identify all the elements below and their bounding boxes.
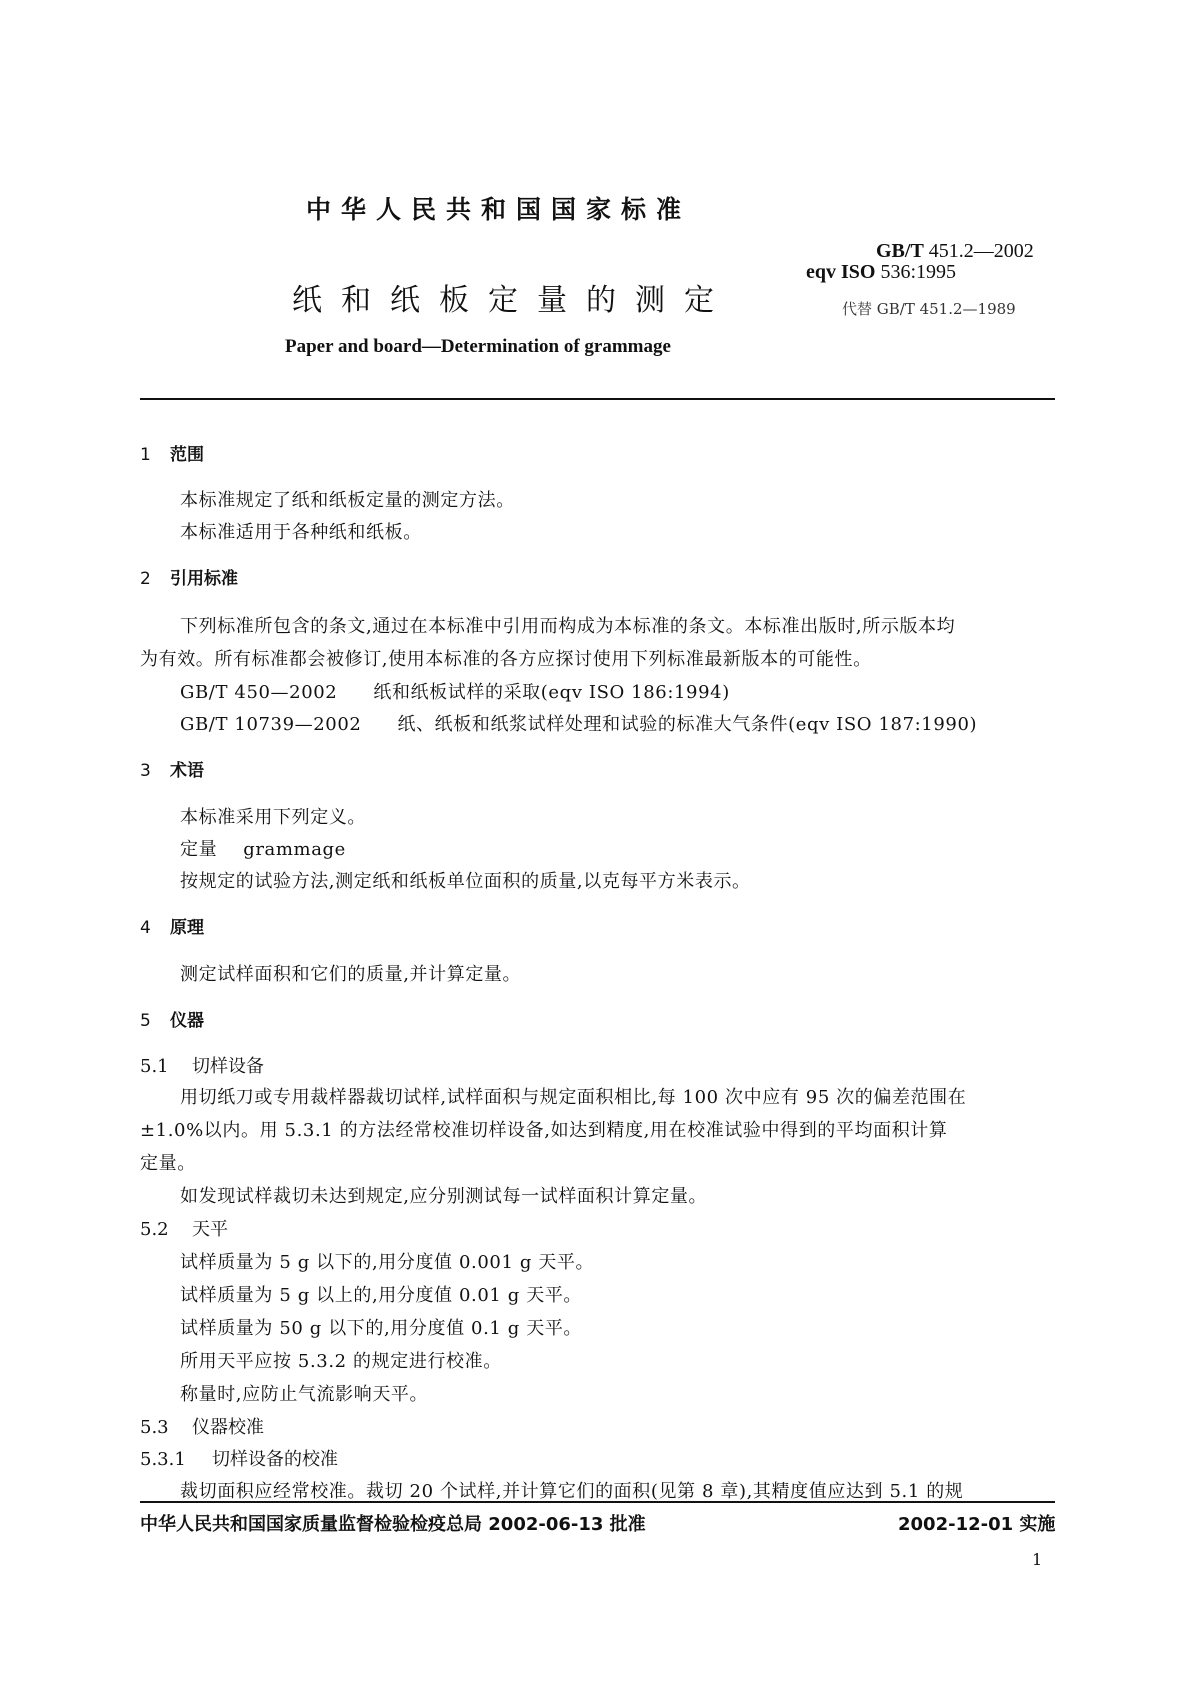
section-title: 术语 [170, 761, 204, 781]
paragraph: 本标准采用下列定义。 [180, 807, 366, 828]
eqv-prefix: eqv ISO [806, 261, 876, 283]
subsection-number: 5.1 [140, 1056, 169, 1077]
paragraph-line: ±1.0%以内。用 5.3.1 的方法经常校准切样设备,如达到精度,用在校准试验中得到的平均面积计算 [140, 1120, 948, 1141]
reference-code: GB/T 10739—2002 [180, 714, 362, 735]
paragraph: 本标准适用于各种纸和纸板。 [180, 522, 422, 543]
standard-code-prefix: GB/T [876, 240, 924, 262]
section-5-heading [140, 1006, 204, 1031]
section-title: 仪器 [170, 1011, 204, 1031]
section-1-heading [140, 440, 204, 465]
reference-code: GB/T 450—2002 [180, 682, 338, 703]
reference-2 [180, 710, 977, 736]
national-standard-heading: 中华人民共和国国家标准 [306, 195, 692, 224]
subsection-number: 5.3 [140, 1417, 169, 1438]
paragraph-line: 用切纸刀或专用裁样器裁切试样,试样面积与规定面积相比,每 100 次中应有 95 次的偏差范围在 [180, 1087, 967, 1108]
subsection-5-3-heading [140, 1413, 264, 1439]
subsection-title: 切样设备的校准 [212, 1449, 338, 1470]
paragraph-line: 裁切面积应经常校准。裁切 20 个试样,并计算它们的面积(见第 8 章),其精度值应达到 5.1 的规 [180, 1481, 964, 1502]
paragraph: 如发现试样裁切未达到规定,应分别测试每一试样面积计算定量。 [180, 1186, 708, 1207]
section-title: 引用标准 [170, 569, 238, 589]
subsection-5-2-heading [140, 1215, 228, 1241]
subsection-title: 天平 [192, 1219, 228, 1240]
replaces-standard: 代替 GB/T 451.2—1989 [842, 300, 1016, 318]
section-title: 范围 [170, 445, 204, 465]
implementation-date: 2002-12-01 实施 [898, 1514, 1056, 1535]
paragraph: 本标准规定了纸和纸板定量的测定方法。 [180, 490, 515, 511]
term-zh: 定量 [180, 839, 218, 860]
document-title: 纸和纸板定量的测定 [292, 283, 733, 318]
reference-title: 纸和纸板试样的采取(eqv ISO 186:1994) [373, 682, 730, 703]
term-definition [180, 835, 346, 861]
paragraph-line: 为有效。所有标准都会被修订,使用本标准的各方应探讨使用下列标准最新版本的可能性。 [140, 649, 872, 670]
section-title: 原理 [170, 918, 204, 938]
approval-statement: 中华人民共和国国家质量监督检验检疫总局 2002-06-13 批准 [140, 1514, 646, 1535]
paragraph: 试样质量为 50 g 以下的,用分度值 0.1 g 天平。 [180, 1318, 583, 1339]
eqv-standard [806, 261, 956, 284]
paragraph: 称量时,应防止气流影响天平。 [180, 1384, 429, 1405]
paragraph: 试样质量为 5 g 以下的,用分度值 0.001 g 天平。 [180, 1252, 595, 1273]
subsection-5-3-1-heading [140, 1445, 338, 1471]
section-number: 1 [140, 445, 151, 465]
footer-divider [140, 1501, 1055, 1503]
section-number: 5 [140, 1011, 151, 1031]
section-number: 3 [140, 761, 151, 781]
paragraph: 试样质量为 5 g 以上的,用分度值 0.01 g 天平。 [180, 1285, 583, 1306]
subsection-number: 5.2 [140, 1219, 169, 1240]
section-4-heading [140, 913, 204, 938]
page-number: 1 [1032, 1550, 1043, 1569]
standard-code [876, 240, 1034, 263]
header-divider [140, 398, 1055, 400]
paragraph: 所用天平应按 5.3.2 的规定进行校准。 [180, 1351, 502, 1372]
reference-1 [180, 678, 730, 704]
subsection-title: 切样设备 [192, 1056, 264, 1077]
eqv-number: 536:1995 [880, 261, 957, 283]
paragraph-line: 定量。 [140, 1153, 196, 1174]
section-2-heading [140, 564, 238, 589]
term-en: grammage [243, 839, 346, 860]
paragraph: 测定试样面积和它们的质量,并计算定量。 [180, 964, 522, 985]
reference-title: 纸、纸板和纸浆试样处理和试验的标准大气条件(eqv ISO 187:1990) [397, 714, 978, 735]
paragraph-line: 下列标准所包含的条文,通过在本标准中引用而构成为本标准的条文。本标准出版时,所示版本均 [180, 616, 956, 637]
section-number: 2 [140, 569, 151, 589]
section-number: 4 [140, 918, 151, 938]
standard-code-number: 451.2—2002 [928, 240, 1034, 262]
subsection-title: 仪器校准 [192, 1417, 264, 1438]
english-title: Paper and board—Determination of grammage [285, 336, 671, 357]
section-3-heading [140, 756, 204, 781]
subsection-number: 5.3.1 [140, 1449, 186, 1470]
subsection-5-1-heading [140, 1052, 264, 1078]
paragraph: 按规定的试验方法,测定纸和纸板单位面积的质量,以克每平方米表示。 [180, 871, 751, 892]
